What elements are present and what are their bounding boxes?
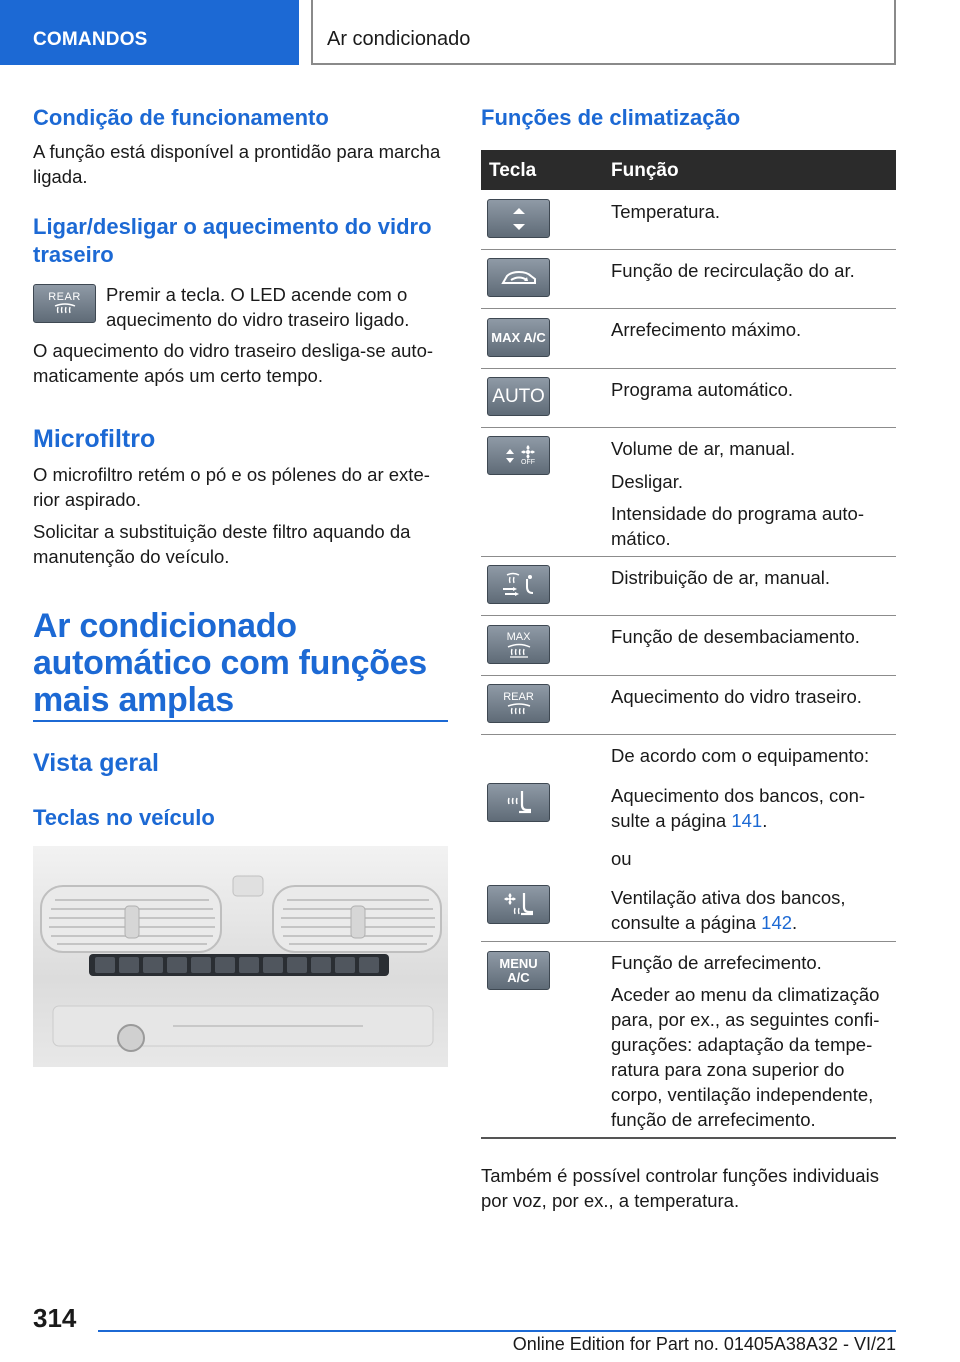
off-label: OFF: [521, 458, 535, 466]
seat-ventilation-icon: [487, 885, 550, 924]
climate-panel-photo: [33, 846, 448, 1067]
period: .: [762, 810, 768, 831]
fan-off-icon: [487, 436, 550, 475]
row-text: Função de recirculação do ar.: [611, 260, 855, 281]
menu-ac-key-label: MENU A/C: [499, 955, 538, 985]
seat-heating-text: [611, 783, 896, 833]
rear-key-label: REAR: [48, 291, 81, 303]
seat-or: ou: [611, 848, 632, 869]
row-divider: [481, 556, 896, 557]
seat-heating-icon: [487, 783, 550, 822]
row-text: Distribuição de ar, manual.: [611, 567, 831, 588]
main-title: Ar condicionado automático com funções mais amplas: [33, 607, 427, 719]
auto-key-label: AUTO: [492, 385, 545, 407]
row-divider: [481, 249, 896, 250]
row-divider: [481, 615, 896, 616]
section-tab: COMANDOS: [0, 0, 299, 65]
operating-condition-text: A função está disponível a prontidão para marcha ligada.: [33, 141, 441, 187]
footer-rule: [98, 1330, 896, 1332]
period: .: [792, 912, 798, 933]
page-link-142[interactable]: 142: [761, 912, 793, 933]
voice-control-note: Também é possível controlar funções individuais por voz, por ex., a temperatura.: [481, 1165, 879, 1211]
page-number: 314: [33, 1303, 77, 1333]
col-header-function: Função: [611, 160, 679, 181]
heading-operating-condition: Condição de funcionamento: [33, 105, 329, 130]
microfilter-text-2: Solicitar a substituição deste filtro aquando da manutenção do veículo.: [33, 521, 411, 567]
menu-row-text-1: Função de arrefecimento.: [611, 952, 822, 973]
heading-climate-functions: Funções de climatização: [481, 105, 741, 130]
row-divider: [481, 427, 896, 428]
heading-keys-in-vehicle: Teclas no veículo: [33, 805, 215, 830]
page-link-141[interactable]: 141: [731, 810, 763, 831]
temperature-arrows-icon: [487, 199, 550, 238]
rear-row-key-label: REAR: [503, 690, 534, 703]
rear-window-heating-icon: [487, 684, 550, 723]
rear-window-heating-key-icon: [33, 284, 96, 323]
menu-ac-icon: [487, 951, 550, 990]
row-text: Volume de ar, manual.: [611, 438, 796, 459]
table-bottom-border: [481, 1137, 896, 1139]
heading-overview: Vista geral: [33, 749, 160, 777]
col-header-key: Tecla: [489, 160, 537, 181]
seat-ventilation-label: Ventilação ativa dos bancos, consulte a página: [611, 887, 846, 933]
microfilter-text-1: O microfiltro retém o pó e os pólenes do ar exte-rior aspirado.: [33, 464, 430, 510]
seat-row-intro: De acordo com o equipamento:: [611, 745, 870, 766]
row-text: Temperatura.: [611, 201, 720, 222]
max-defrost-key-label: MAX: [506, 630, 531, 643]
max-ac-icon: [487, 318, 550, 357]
row-divider: [481, 675, 896, 676]
climate-panel-illustration: [33, 846, 448, 1067]
title-rule: [33, 720, 448, 722]
edition-text: Online Edition for Part no. 01405A38A32 - VI/21: [512, 1334, 896, 1354]
row-divider: [481, 941, 896, 942]
row-text: Aquecimento do vidro traseiro.: [611, 686, 862, 707]
heating-lines-icon: [52, 303, 78, 315]
chapter-title: Ar condicionado: [311, 0, 896, 65]
row-text: Desligar.: [611, 471, 683, 492]
row-text: Intensidade do programa auto-mático.: [611, 503, 865, 549]
seat-heating-label: Aquecimento dos bancos, con-sulte a página: [611, 785, 866, 831]
row-divider: [481, 734, 896, 735]
row-text: Arrefecimento máximo.: [611, 319, 802, 340]
row-divider: [481, 308, 896, 309]
air-distribution-icon: [487, 565, 550, 604]
rear-heating-text: Premir a tecla. O LED acende com o aquecimento do vidro traseiro ligado.: [106, 284, 410, 330]
max-defrost-icon: [487, 625, 550, 664]
menu-row-text-2: Aceder ao menu da climatização para, por ex., as seguintes confi-gurações: adaptação da tempe-ratura para zona superior do corpo, ventilação independente, função de arrefecimento.: [611, 984, 880, 1130]
auto-program-icon: [487, 377, 550, 416]
heading-microfilter: Microfiltro: [33, 425, 156, 453]
table-header: [481, 150, 896, 190]
seat-ventilation-text: [611, 885, 896, 935]
air-recirculation-icon: [487, 258, 550, 297]
row-divider: [481, 368, 896, 369]
heading-rear-window-heating: Ligar/desligar o aquecimento do vidro traseiro: [33, 214, 432, 267]
rear-heating-text-2: O aquecimento do vidro traseiro desliga-se auto-maticamente após um certo tempo.: [33, 340, 434, 386]
row-text: Função de desembaciamento.: [611, 626, 860, 647]
row-text: Programa automático.: [611, 379, 794, 400]
max-ac-key-label: MAX A/C: [491, 330, 546, 345]
